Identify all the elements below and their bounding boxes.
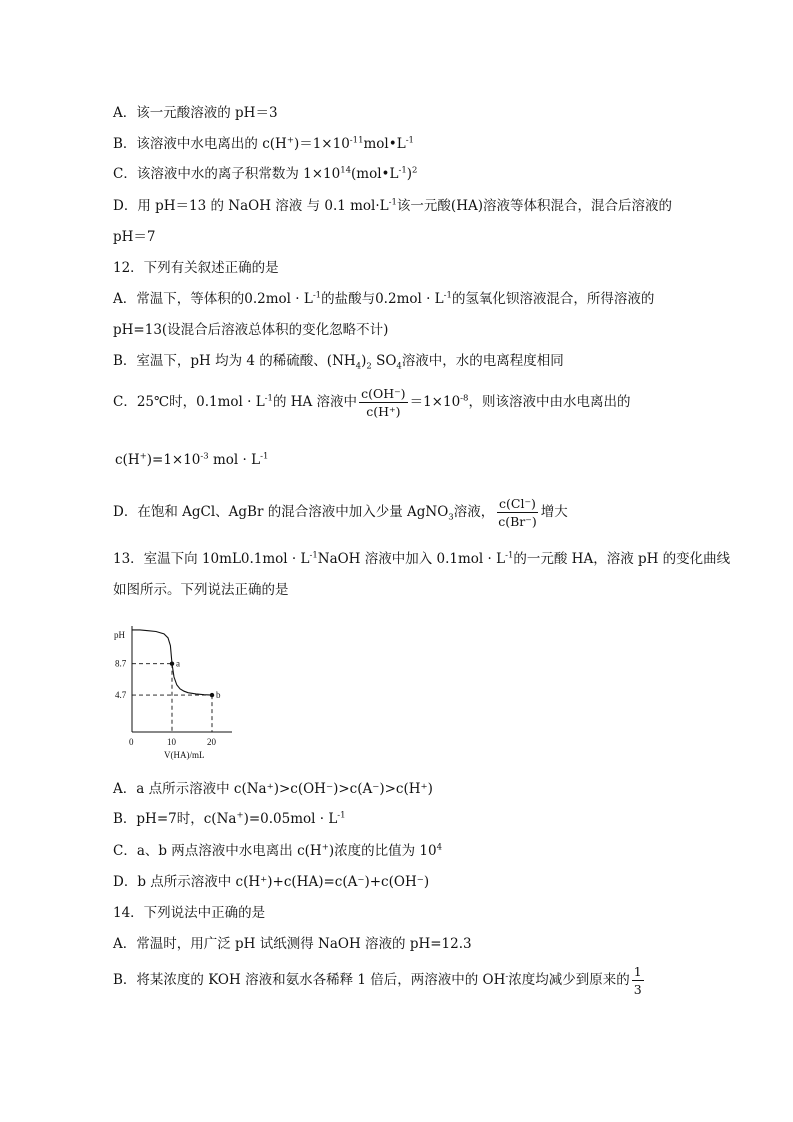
q11-c-text: ) [406,166,413,182]
q12-a-text: A．常温下，等体积的0.2mol · L [113,291,313,307]
q12-a-sup: -1 [443,290,452,301]
q11-c-text: (mol•L [351,166,399,182]
q11-b-text: mol•L [363,136,406,152]
q14-title [113,904,265,922]
q13-title-sup: -1 [505,550,514,561]
q14-option-a [113,935,472,953]
point-label-b: b [216,690,221,701]
q13-option-c [113,842,442,860]
q11-b-text: B．该溶液中水电离出的 c(H [113,136,287,152]
x-tick-label: 20 [207,737,216,747]
fraction-denominator: c(H⁺) [366,404,401,419]
q12-c-text: ＝1×10 [409,394,461,410]
q11-c-text: C．该溶液中水的离子积常数为 1×10 [113,166,341,182]
q12-c-sup: -1 [264,393,273,404]
q13-option-d [113,873,429,891]
q14-b-text: 浓度均减少到原来的 [508,972,630,988]
q12-d-text: 增大 [540,504,568,520]
fraction-numerator: c(OH⁻) [361,386,406,401]
q13-c-text: C．a、b 两点溶液中水电离出 c(H [113,843,322,859]
chart-marks [115,659,221,747]
q12-c-sup: + [139,451,147,462]
fraction-denominator: c(Br⁻) [498,514,537,529]
q12-b-sub: 4 [396,361,402,372]
q12-c-text: C．25℃时，0.1mol · L [113,394,265,410]
q13-title-sup: -1 [309,550,318,561]
q12-title [113,259,279,277]
q11-option-d-line2 [113,228,156,246]
q14-option-b [113,964,646,997]
q12-option-c-line1 [113,386,630,419]
q14-b-fraction [632,964,644,997]
q11-c-sup: 2 [412,165,418,176]
q13-title-text: 13．室温下向 10mL0.1mol · L [113,551,310,567]
q12-b-text: ) [361,353,367,369]
q13-a-text: A．a 点所示溶液中 c(Na⁺)>c(OH⁻)>c(A⁻)>c(H⁺) [113,781,433,797]
q13-title-line2 [113,581,289,599]
q11-option-a [113,104,278,122]
q12-b-sub: 2 [366,361,372,372]
q12-b-sub: 4 [355,361,362,372]
q12-d-text: D．在饱和 AgCl、AgBr 的混合溶液中加入少量 AgNO [113,504,449,520]
x-axis-label: V(HA)/mL [164,750,205,760]
q11-c-sup: -1 [398,165,407,176]
q12-c-sup: -3 [200,451,209,462]
q12-d-fraction [496,496,539,529]
q12-c-fraction [359,386,408,419]
q13-title-text: 如图所示。下列说法正确的是 [113,582,289,598]
x-tick-label: 10 [167,737,176,747]
q11-option-d-line1 [113,197,672,215]
chart-guides [132,664,212,732]
q14-a-text: A．常温时，用广泛 pH 试纸测得 NaOH 溶液的 pH=12.3 [113,936,472,952]
q12-c-text: ，则该溶液中由水电离出的 [468,394,631,410]
q12-option-c-line2 [115,451,268,469]
point-label-a: a [176,658,180,669]
q12-a-text: 的盐酸与0.2mol · L [321,291,444,307]
q12-c-text: mol · L [208,452,261,468]
q12-option-a-line2 [113,321,388,339]
fraction-numerator: 1 [633,964,642,979]
q13-d-text: D．b 点所示溶液中 c(H⁺)+c(HA)=c(A⁻)+c(OH⁻) [113,874,430,890]
q12-a-text: 的氢氧化钡溶液混合，所得溶液的 [451,291,655,307]
q13-b-sup: + [236,810,244,821]
y-tick-label: 8.7 [115,658,127,669]
q12-c-sup: -1 [260,451,269,462]
q12-option-b [113,352,564,370]
point-b [210,693,214,697]
q11-d-text: 该一元酸(HA)溶液等体积混合，混合后溶液的 [396,198,672,214]
q11-d-text: D．用 pH＝13 的 NaOH 溶液 与 0.1 mol·L [113,198,389,214]
q13-option-a [113,780,433,798]
y-tick-label: 4.7 [115,690,127,701]
q11-option-a-text: A．该一元酸溶液的 pH＝3 [113,105,278,121]
q14-title-text: 14．下列说法中正确的是 [113,905,266,921]
q12-c-sup: -8 [460,393,469,404]
origin-label: 0 [129,737,134,747]
q11-d-sup: -1 [388,197,397,208]
q13-c-text: )浓度的比值为 10 [328,843,437,859]
q14-b-text: B．将某浓度的 KOH 溶液和氨水各稀释 1 倍后，两溶液中的 OH [113,972,506,988]
q11-b-sup: + [286,135,294,146]
point-a [170,661,174,665]
q12-c-text: )=1×10 [146,452,201,468]
q11-d-text: pH＝7 [113,229,156,245]
y-axis-label: pH [114,630,125,640]
q13-b-sup: -1 [337,810,346,821]
chart-axes [132,626,232,732]
q12-c-text: c(H [115,452,140,468]
q13-title-text: NaOH 溶液中加入 0.1mol · L [317,551,506,567]
q11-option-c [113,165,417,183]
q13-c-sup: 4 [436,842,442,853]
q12-option-d [113,496,568,529]
ph-titration-chart [112,620,242,765]
fraction-numerator: c(Cl⁻) [499,496,536,511]
q13-title-text: 的一元酸 HA，溶液 pH 的变化曲线 [513,551,731,567]
q12-a-text: pH=13(设混合后溶液总体积的变化忽略不计) [113,322,389,338]
q13-c-sup: + [321,842,329,853]
q12-b-text: 溶液中，水的电离程度相同 [401,353,564,369]
q11-b-text: )＝1×10 [293,136,350,152]
q12-d-text: 溶液， [453,504,495,520]
fraction-denominator: 3 [633,982,642,997]
q11-b-sup: -1 [405,135,414,146]
q11-c-sup: 14 [340,165,352,176]
q11-b-sup: -11 [349,135,364,146]
q12-c-text: 的 HA 溶液中 [272,394,358,410]
q13-b-text: B．pH=7时，c(Na [113,811,237,827]
q12-b-text: B．室温下，pH 均为 4 的稀硫酸、(NH [113,353,356,369]
q13-b-text: )=0.05mol · L [243,811,338,827]
q11-option-b [113,135,414,153]
q13-title-line1 [113,550,730,568]
q12-a-sup: -1 [312,290,322,301]
q14-b-sup: - [505,971,509,982]
q12-title-text: 12．下列有关叙述正确的是 [113,260,279,276]
q12-option-a-line1 [113,290,654,308]
q12-d-sub: 3 [448,512,454,523]
q13-option-b [113,810,346,828]
q12-b-text: SO [371,353,397,369]
